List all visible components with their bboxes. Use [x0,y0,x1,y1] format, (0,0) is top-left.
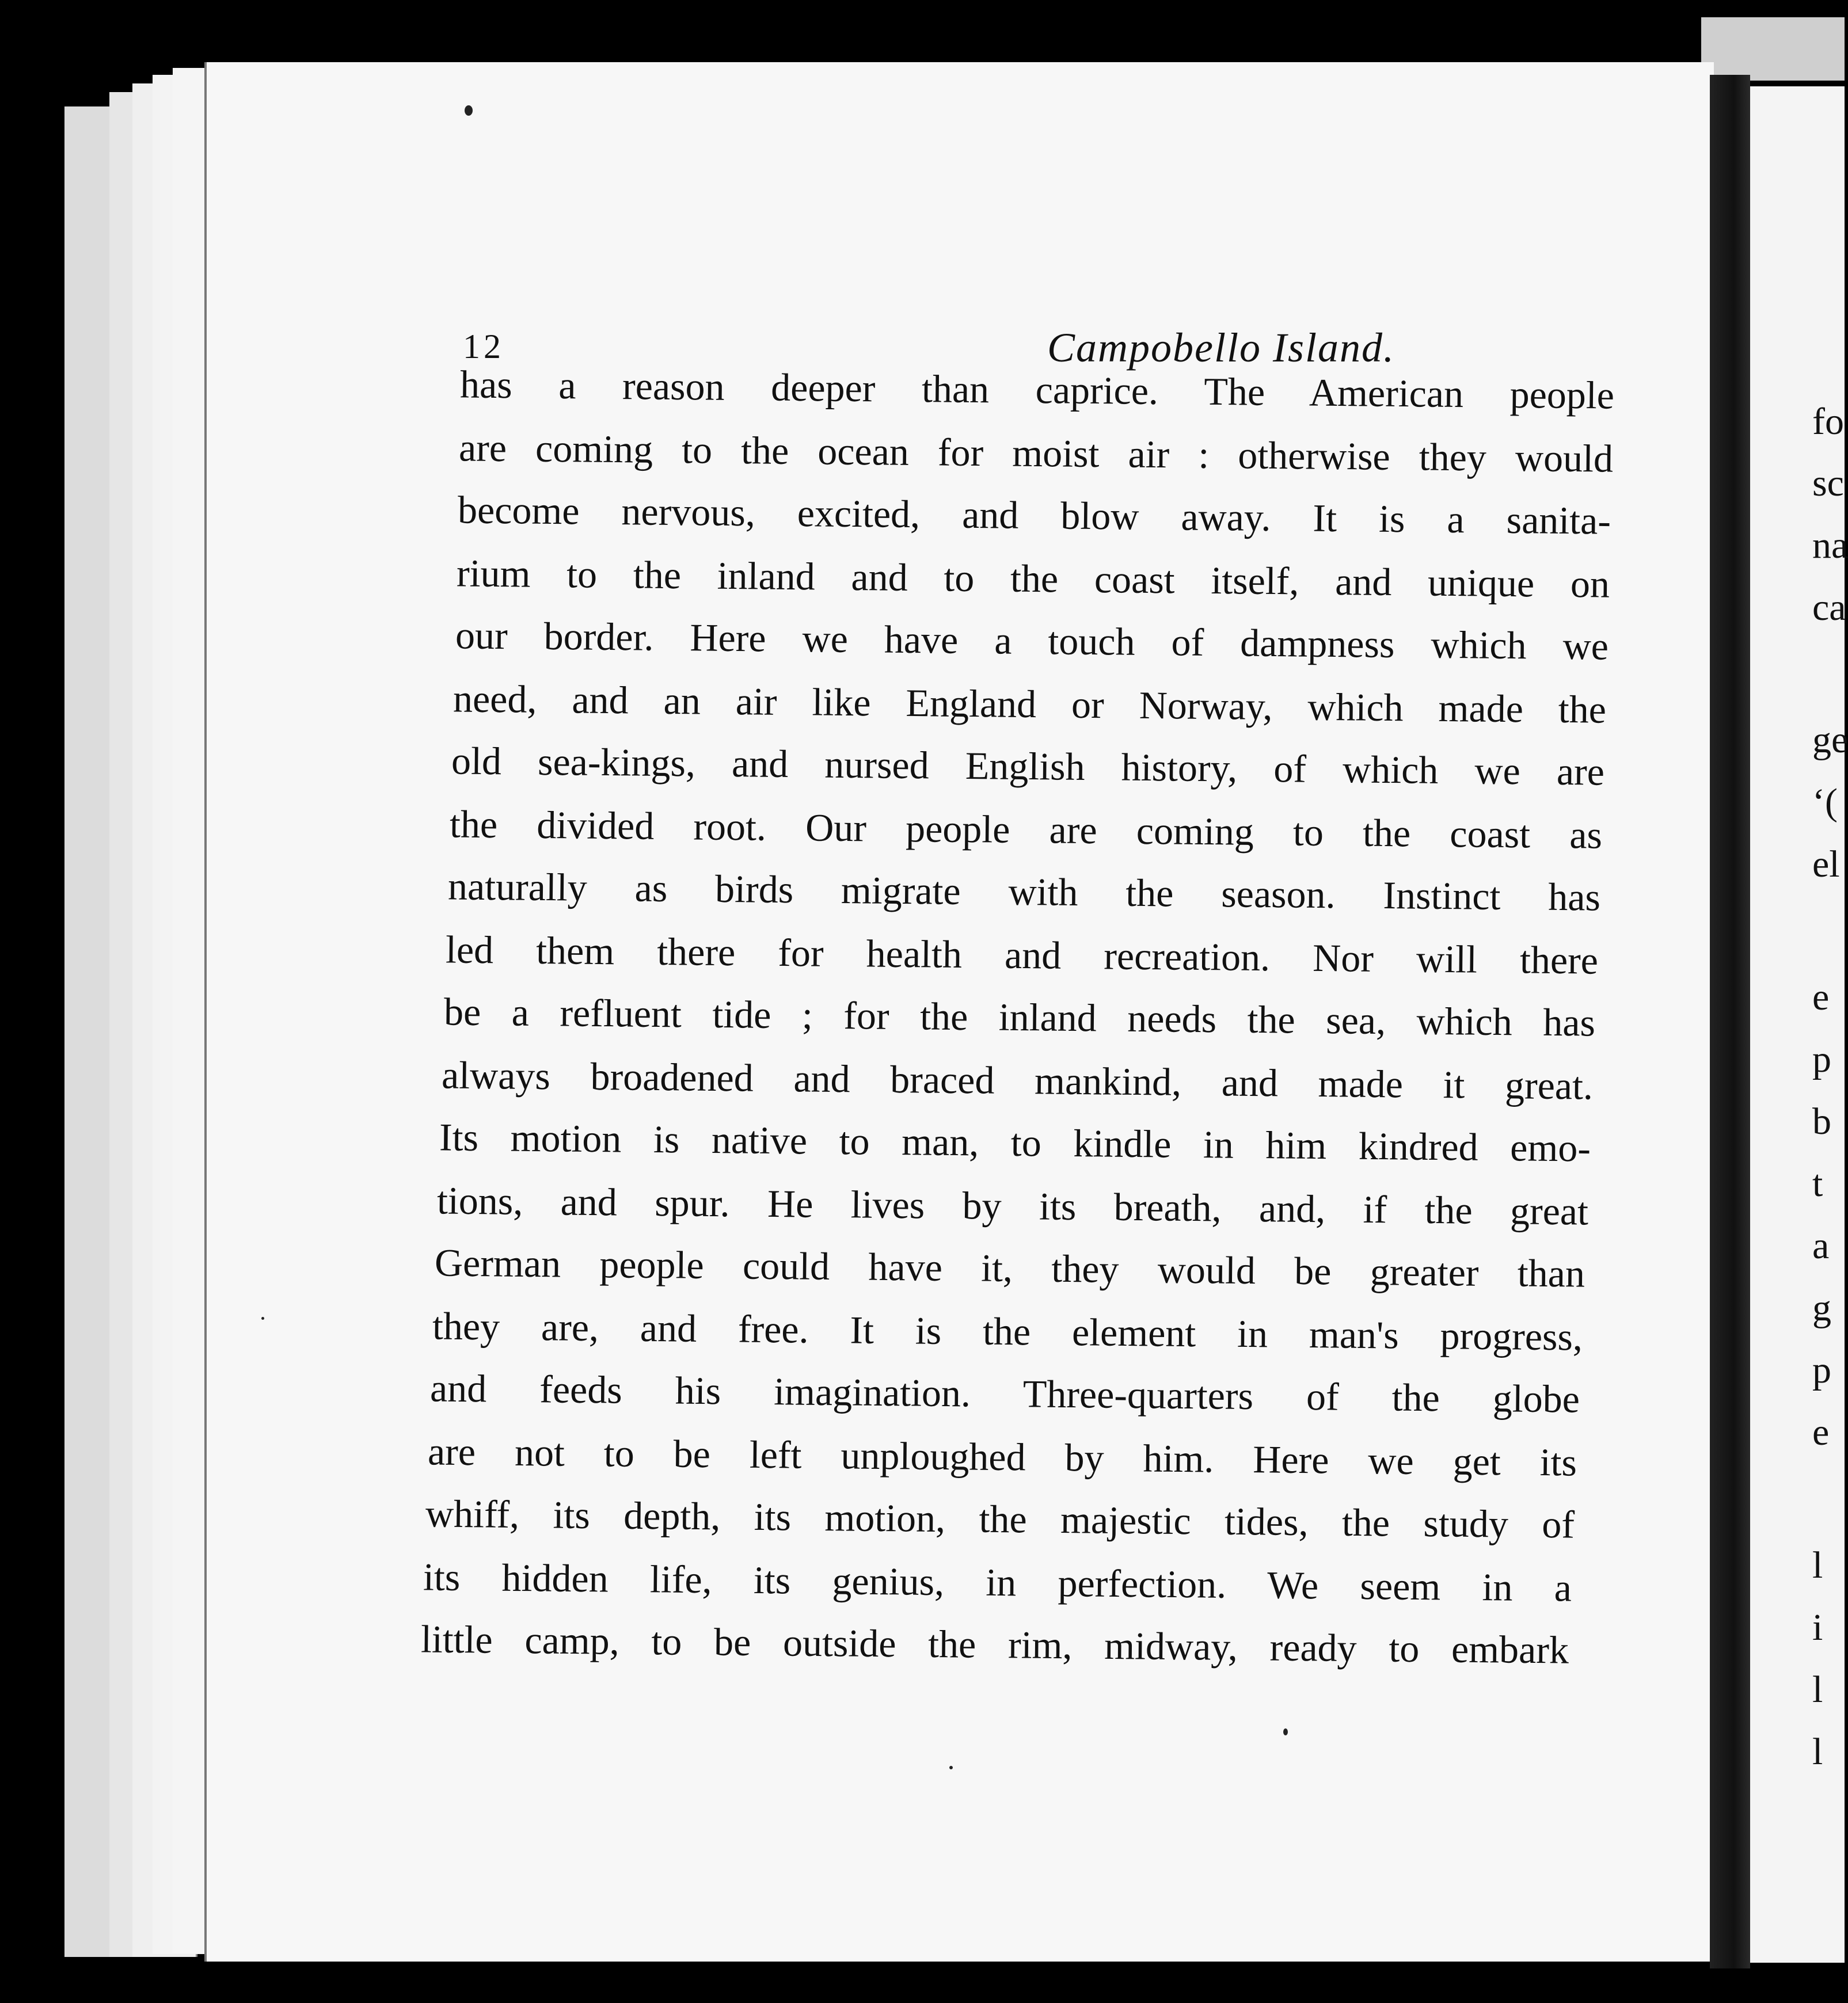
text-line: has a reason deeper than caprice. The American people [459,362,1615,417]
text-line: little camp, to be outside the rim, midway, ready to embark [420,1617,1569,1672]
facing-page [1750,86,1848,1963]
facing-page-fragment: ca [1812,587,1846,629]
text-line: rium to the inland and to the coast itself, and unique on [456,551,1610,606]
text-line: Its motion is native to man, to kindle in him kindred emo- [439,1115,1591,1170]
facing-page-fragment: e [1812,1411,1830,1453]
scrap-paper [1701,17,1845,81]
facing-page-fragment: e [1812,976,1830,1018]
facing-page-fragment: b [1812,1100,1831,1143]
facing-page-fragment: ‘( [1812,781,1838,823]
text-line: always broadened and braced mankind, and made it great. [441,1053,1594,1108]
facing-page-fragment: p [1812,1349,1831,1391]
text-line: tions, and spur. He lives by its breath, and, if the great [436,1178,1589,1233]
text-line: be a refluent tide ; for the inland needs the sea, which has [443,989,1596,1045]
text-line: old sea-kings, and nursed English history, of which we are [451,738,1605,794]
facing-page-fragment: p [1812,1038,1831,1080]
text-line: need, and an air like England or Norway, which made the [453,676,1607,732]
text-line: the divided root. Our people are coming to the coast as [449,802,1603,857]
facing-page-fragment: g [1812,1287,1831,1329]
facing-page-fragment: a [1812,1225,1830,1267]
facing-page-fragment: l [1812,1669,1823,1711]
text-line: are coming to the ocean for moist air : otherwise they would [458,425,1614,481]
facing-page-fragment: i [1812,1606,1823,1648]
facing-page-fragment: sc [1812,462,1844,504]
facing-page-fragment: fo [1812,401,1844,443]
facing-page-fragment: t [1812,1163,1823,1205]
book-gutter [1710,75,1750,1968]
text-line: led them there for health and recreation. Nor will there [445,927,1599,983]
text-line: and feeds his imagination. Three-quarters of the globe [429,1366,1580,1421]
facing-page-fragment: l [1812,1544,1823,1586]
page-number: 12 [463,328,504,365]
left-page [204,62,1714,1962]
text-line: its hidden life, its genius, in perfection. We seem in a [423,1555,1572,1610]
body-text [207,62,1714,1962]
text-line: our border. Here we have a touch of dampness which we [455,613,1609,668]
facing-page-fragment: l [1812,1731,1823,1773]
text-line: they are, and free. It is the element in man's progress, [432,1304,1583,1359]
text-line: become nervous, excited, and blow away. It is a sanita- [457,488,1611,543]
facing-page-fragment: el [1812,843,1840,885]
facing-page-fragment: ge [1812,719,1848,761]
text-line: naturally as birds migrate with the season. Instinct has [447,864,1601,919]
running-title: Campobello Island. [1047,325,1395,371]
facing-page-fragment: na [1812,524,1848,566]
text-line: are not to be left unploughed by him. Here we get its [427,1429,1577,1484]
text-line: German people could have it, they would be greater than [434,1240,1585,1296]
text-line: whiff, its depth, its motion, the majestic tides, the study of [425,1491,1575,1547]
